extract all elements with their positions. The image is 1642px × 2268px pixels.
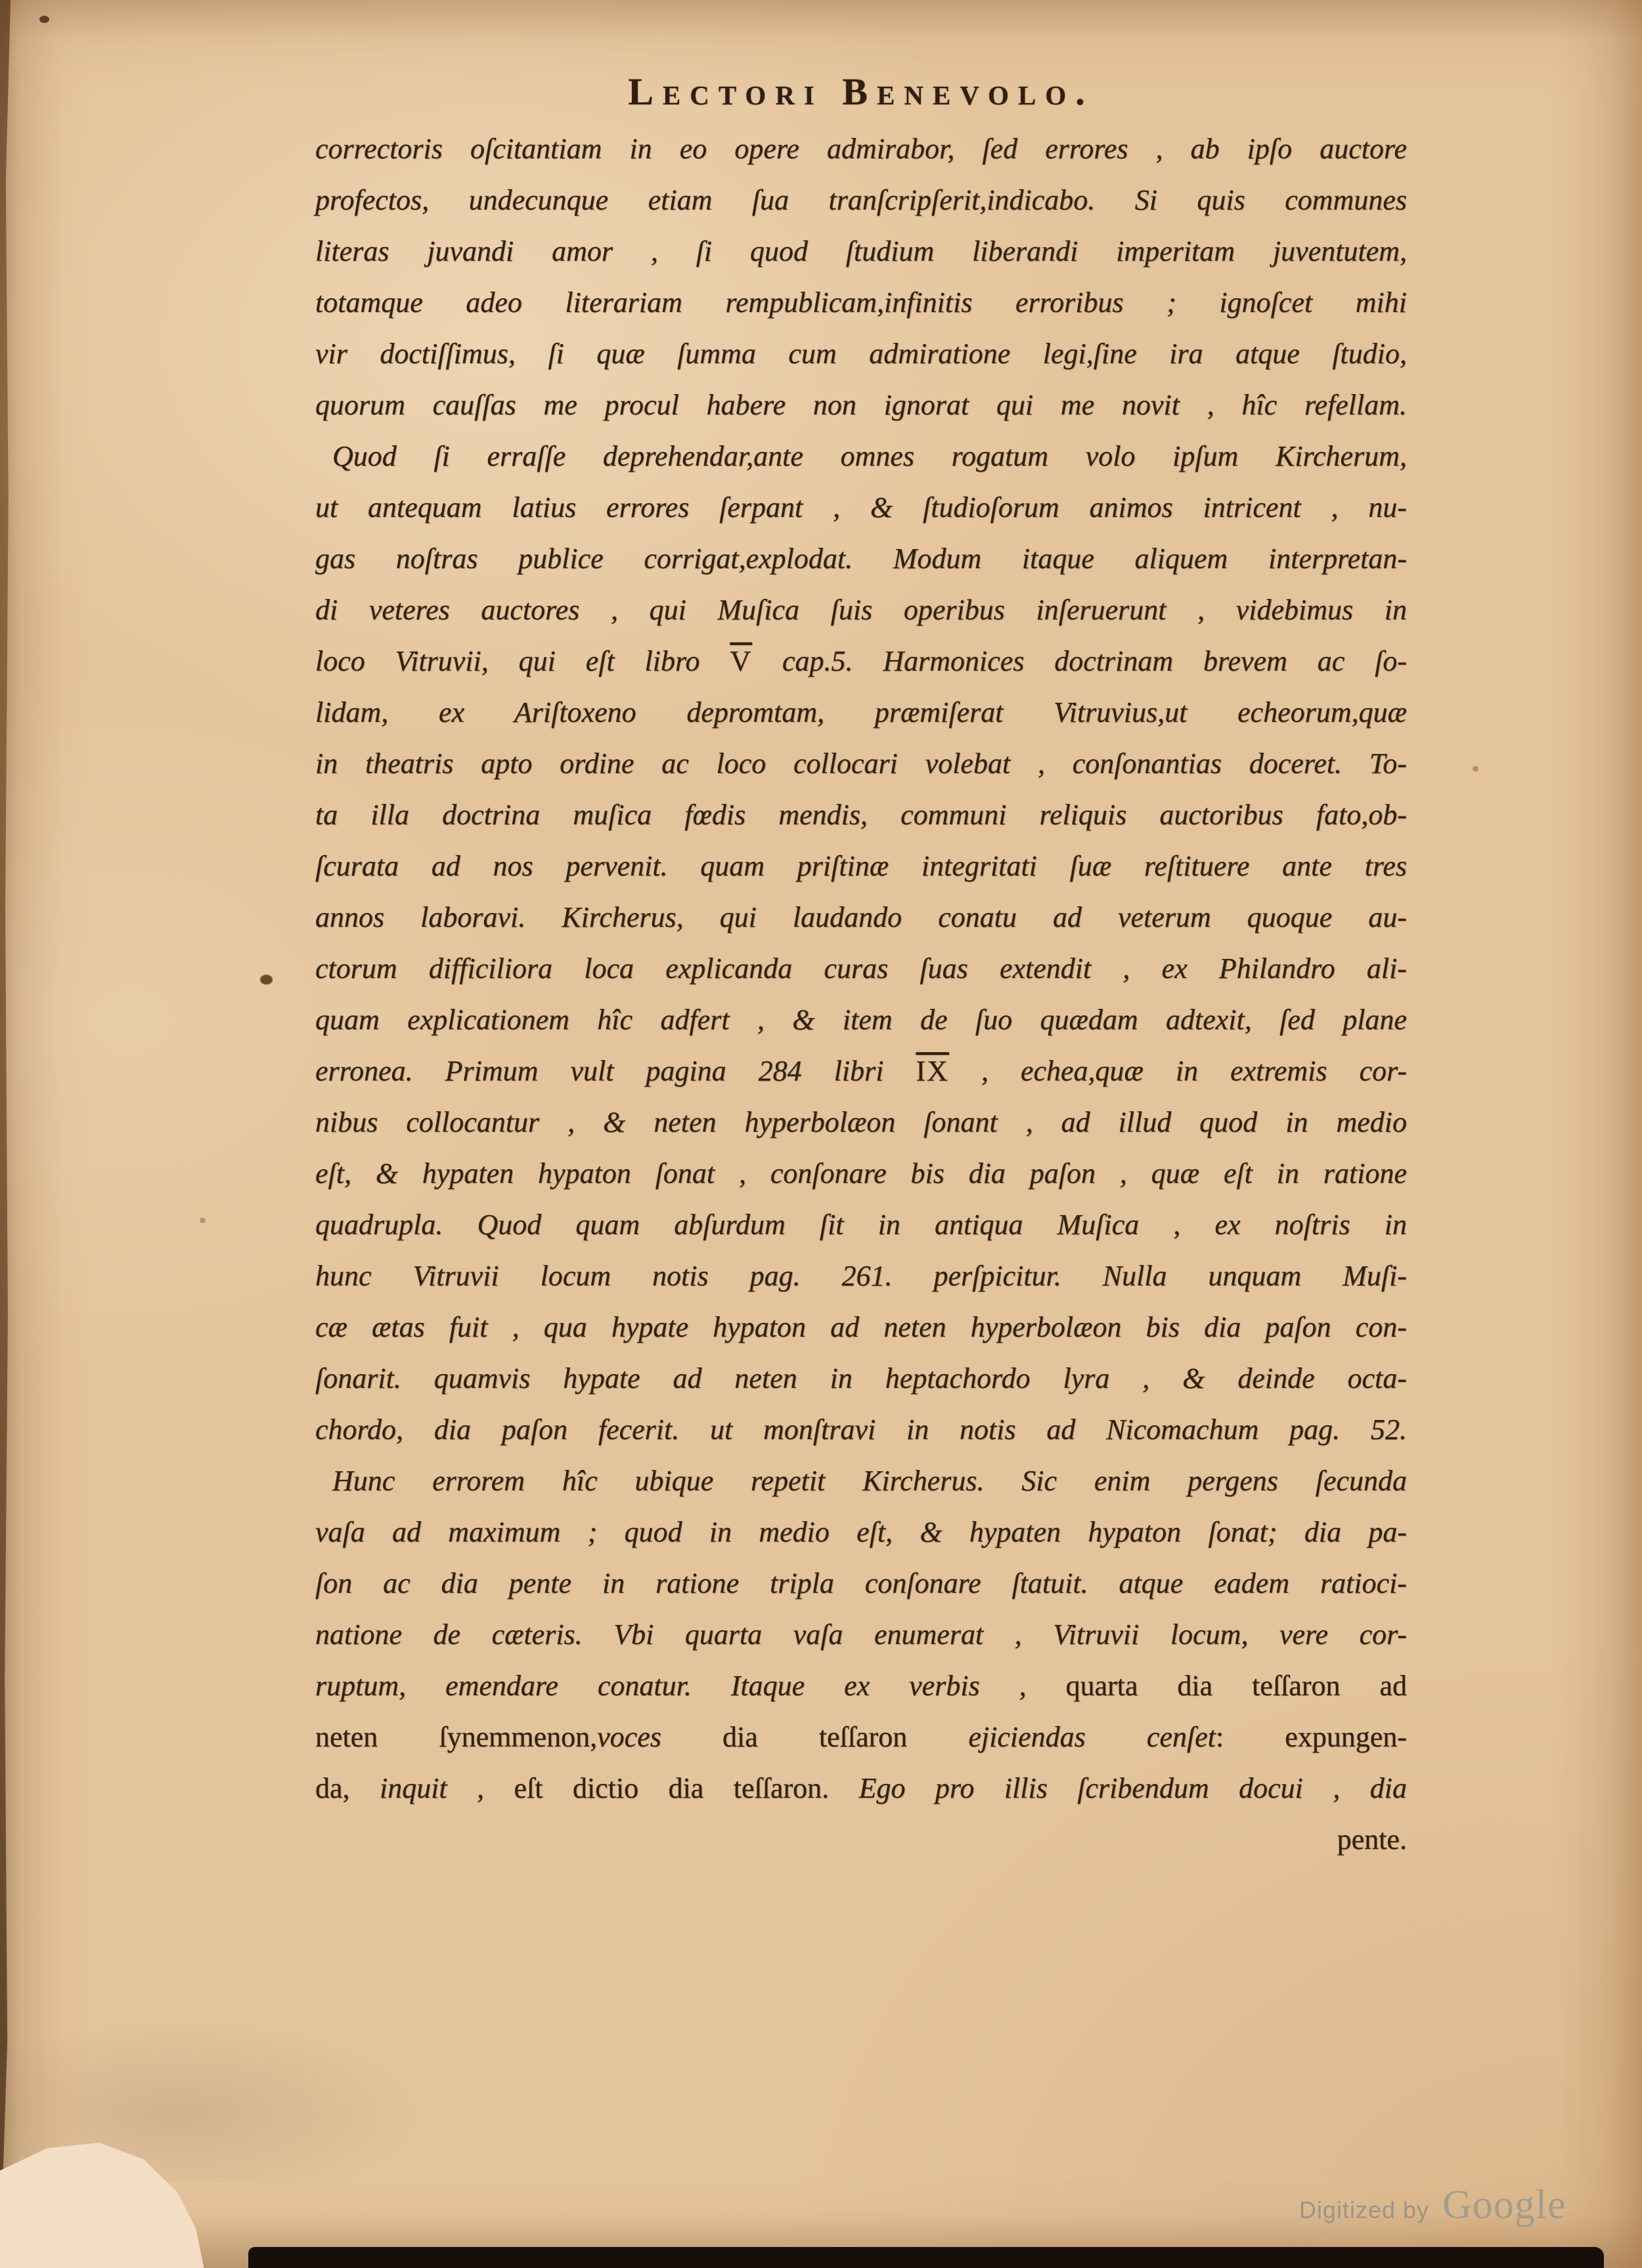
italic-text: loco Vitruvii, qui eſt libro bbox=[315, 645, 730, 677]
italic-text: ut antequam latius errores ſerpant , & ſtudioſorum animos intricent , nu- bbox=[315, 491, 1407, 523]
text-line bbox=[315, 328, 1407, 380]
text-line bbox=[315, 1660, 1407, 1712]
italic-text: Ego pro illis ſcribendum docui , dia bbox=[858, 1772, 1408, 1804]
text-line bbox=[315, 1558, 1407, 1609]
roman-text: neten ſynemmenon, bbox=[315, 1721, 598, 1753]
text-line bbox=[315, 431, 1407, 482]
italic-text: ctorum difficiliora loca explicanda curas ſuas extendit , ex Philandro ali- bbox=[315, 952, 1407, 985]
text-block bbox=[315, 123, 1407, 1865]
ink-speck bbox=[260, 975, 273, 985]
italic-text: ſcurata ad nos pervenit. quam priſtinæ integritati ſuæ reſtituere ante tres bbox=[315, 850, 1407, 882]
italic-text: in theatris apto ordine ac loco collocari volebat , conſonantias doceret. To- bbox=[315, 747, 1407, 780]
italic-text: quorum cauſſas me procul habere non ignorat qui me novit , hîc refellam. bbox=[315, 389, 1407, 421]
text-line bbox=[315, 1404, 1407, 1456]
text-line bbox=[315, 1353, 1407, 1404]
roman-text: : expungen- bbox=[1215, 1721, 1408, 1753]
italic-text: cæ ætas fuit , qua hypate hypaton ad neten hyperbolæon bis dia paſon con- bbox=[315, 1311, 1407, 1343]
italic-text: vir doctiſſimus, ſi quæ ſumma cum admiratione legi,ſine ira atque ſtudio, bbox=[315, 338, 1407, 370]
text-line bbox=[315, 789, 1407, 841]
italic-text: voces bbox=[597, 1721, 661, 1753]
italic-text: gas noſtras publice corrigat,explodat. Modum itaque aliquem interpretan- bbox=[315, 543, 1407, 575]
italic-text: erronea. Primum vult pagina 284 libri bbox=[315, 1055, 916, 1087]
text-line bbox=[315, 1251, 1407, 1302]
italic-text: Quod ſi erraſſe deprehendar,ante omnes rogatum volo ipſum Kircherum, bbox=[332, 440, 1407, 472]
text-line bbox=[315, 1507, 1407, 1558]
text-line bbox=[315, 1302, 1407, 1353]
text-line bbox=[315, 1046, 1407, 1097]
italic-text: ejiciendas cenſet bbox=[968, 1721, 1216, 1753]
text-line bbox=[315, 1456, 1407, 1507]
italic-text: ſon ac dia pente in ratione tripla conſonare ſtatuit. atque eadem ratioci- bbox=[315, 1567, 1407, 1599]
italic-text: literas juvandi amor , ſi quod ſtudium liberandi imperitam juventutem, bbox=[315, 235, 1407, 267]
roman-text: dia teſſaron bbox=[661, 1721, 969, 1753]
text-line bbox=[315, 994, 1407, 1046]
text-line bbox=[315, 1609, 1407, 1660]
roman-text: pente. bbox=[1337, 1823, 1407, 1856]
ink-speck bbox=[1473, 766, 1478, 772]
text-line bbox=[315, 277, 1407, 328]
italic-text: lidam, ex Ariſtoxeno depromtam, præmiſerat Vitruvius,ut echeorum,quæ bbox=[315, 696, 1407, 728]
italic-text: quadrupla. Quod quam abſurdum ſit in antiqua Muſica , ex noſtris in bbox=[315, 1209, 1407, 1241]
text-line bbox=[315, 636, 1407, 687]
text-line bbox=[315, 892, 1407, 943]
italic-text: hunc Vitruvii locum notis pag. 261. perſpicitur. Nulla unquam Muſi- bbox=[315, 1260, 1407, 1292]
roman-text: da, bbox=[315, 1772, 380, 1804]
italic-text: vaſa ad maximum ; quod in medio eſt, & hypaten hypaton ſonat; dia pa- bbox=[315, 1516, 1407, 1548]
italic-text: inquit , bbox=[379, 1772, 485, 1804]
roman-text: quarta dia teſſaron ad bbox=[1065, 1670, 1407, 1702]
watermark-prefix-text: Digitized by bbox=[1299, 2196, 1430, 2223]
italic-text: eſt, & hypaten hypaton ſonat , conſonare bis dia paſon , quæ eſt in ratione bbox=[315, 1157, 1407, 1190]
text-line bbox=[315, 1097, 1407, 1148]
text-line bbox=[315, 123, 1407, 175]
italic-text: ſonarit. quamvis hypate ad neten in heptachordo lyra , & deinde octa- bbox=[315, 1362, 1407, 1394]
page-left-edge bbox=[0, 0, 11, 2268]
text-line bbox=[315, 1814, 1407, 1865]
italic-text: , echea,quæ in extremis cor- bbox=[948, 1055, 1407, 1087]
page-title: Lectori Benevolo. bbox=[628, 70, 1094, 113]
italic-text: ta illa doctrina muſica fœdis mendis, communi reliquis auctoribus fato,ob- bbox=[315, 799, 1407, 831]
text-line bbox=[315, 585, 1407, 636]
scan-bottom-edge bbox=[248, 2247, 1604, 2268]
text-line bbox=[315, 226, 1407, 277]
google-watermark bbox=[1299, 2182, 1566, 2229]
text-line bbox=[315, 1199, 1407, 1251]
italic-text: Hunc errorem hîc ubique repetit Kircherus. Sic enim pergens ſecunda bbox=[332, 1465, 1407, 1497]
italic-text: nibus collocantur , & neten hyperbolæon ſonant , ad illud quod in medio bbox=[315, 1106, 1407, 1138]
google-logo-text: Google bbox=[1442, 2183, 1566, 2227]
text-line bbox=[315, 380, 1407, 431]
italic-text: correctoris oſcitantiam in eo opere admirabor, ſed errores , ab ipſo auctore bbox=[315, 133, 1407, 165]
text-line bbox=[315, 841, 1407, 892]
text-line bbox=[315, 175, 1407, 226]
text-line bbox=[315, 1712, 1407, 1763]
italic-text: di veteres auctores , qui Muſica ſuis operibus inſeruerunt , videbimus in bbox=[315, 594, 1407, 626]
italic-text: totamque adeo literariam rempublicam,infinitis erroribus ; ignoſcet mihi bbox=[315, 286, 1407, 319]
italic-text: quam explicationem hîc adfert , & item de ſuo quædam adtexit, ſed plane bbox=[315, 1004, 1407, 1036]
italic-text: profectos, undecunque etiam ſua tranſcripſerit,indicabo. Si quis communes bbox=[315, 184, 1407, 216]
overlined-numeral: $\overline{IX}$ bbox=[916, 1055, 949, 1087]
text-line bbox=[315, 482, 1407, 533]
italic-text: chordo, dia paſon fecerit. ut monſtravi in notis ad Nicomachum pag. 52. bbox=[315, 1413, 1407, 1446]
ink-speck bbox=[200, 1218, 206, 1223]
overlined-numeral: $\overline{V}$ bbox=[730, 645, 753, 677]
text-line bbox=[315, 1763, 1407, 1814]
text-line bbox=[315, 943, 1407, 994]
ink-speck bbox=[39, 16, 49, 23]
roman-text: eſt dictio dia teſſaron. bbox=[484, 1772, 859, 1804]
italic-text: cap.5. Harmonices doctrinam brevem ac ſo- bbox=[752, 645, 1408, 677]
italic-text: natione de cæteris. Vbi quarta vaſa enumerat , Vitruvii locum, vere cor- bbox=[315, 1618, 1407, 1651]
text-line bbox=[315, 687, 1407, 738]
torn-corner-patch bbox=[0, 2129, 261, 2268]
text-line bbox=[315, 738, 1407, 789]
text-line bbox=[315, 1148, 1407, 1199]
italic-text: annos laboravi. Kircherus, qui laudando conatu ad veterum quoque au- bbox=[315, 901, 1407, 933]
italic-text: ruptum, emendare conatur. Itaque ex verbis , bbox=[315, 1670, 1066, 1702]
text-line bbox=[315, 533, 1407, 585]
